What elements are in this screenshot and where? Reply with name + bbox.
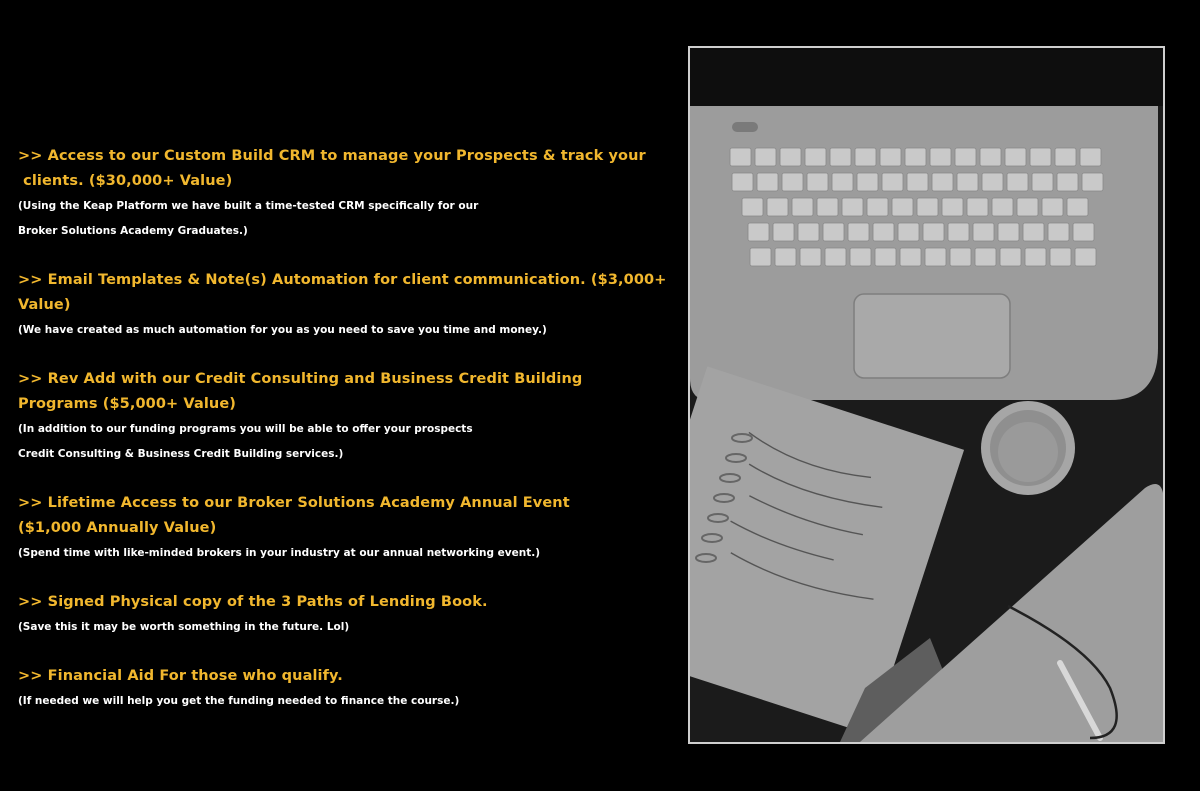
feature-crm	[18, 144, 683, 244]
feature-signed-book	[18, 590, 683, 640]
touchpad	[854, 294, 1010, 378]
feature-email-templates	[18, 268, 683, 343]
feature-headline: >> Email Templates & Note(s) Automation for client communication. ($3,000+ Value)	[18, 272, 672, 313]
desk-photo	[690, 48, 1163, 742]
features-list	[18, 144, 683, 714]
feature-annual-event	[18, 491, 683, 566]
feature-note: (Save this it may be worth something in the future. Lol)	[18, 621, 350, 633]
feature-headline: >> Lifetime Access to our Broker Solutions Academy Annual Event ($1,000 Annually Value)	[18, 495, 570, 536]
feature-note: (We have created as much automation for you as you need to save you time and money.)	[18, 324, 547, 336]
feature-note: (If needed we will help you get the funding needed to finance the course.)	[18, 695, 460, 707]
feature-note: (Using the Keap Platform we have built a time-tested CRM specifically for our Broker Solutions Academy Graduates.)	[18, 200, 479, 237]
feature-headline: >> Signed Physical copy of the 3 Paths of Lending Book.	[18, 594, 488, 610]
desk-photo-frame	[688, 46, 1165, 744]
feature-headline: >> Access to our Custom Build CRM to manage your Prospects & track your clients. ($30,000+ Value)	[18, 148, 646, 189]
feature-note: (Spend time with like-minded brokers in your industry at our annual networking event.)	[18, 547, 540, 559]
feature-headline: >> Rev Add with our Credit Consulting and Business Credit Building Programs ($5,000+ Value)	[18, 371, 583, 412]
feature-rev-add	[18, 367, 683, 467]
feature-headline: >> Financial Aid For those who qualify.	[18, 668, 343, 684]
laptop-screen	[690, 48, 1163, 106]
feature-note: (In addition to our funding programs you will be able to offer your prospects Credit Consulting & Business Credit Building services.)	[18, 423, 473, 460]
power-button-icon	[732, 122, 758, 132]
feature-financial-aid	[18, 664, 683, 714]
